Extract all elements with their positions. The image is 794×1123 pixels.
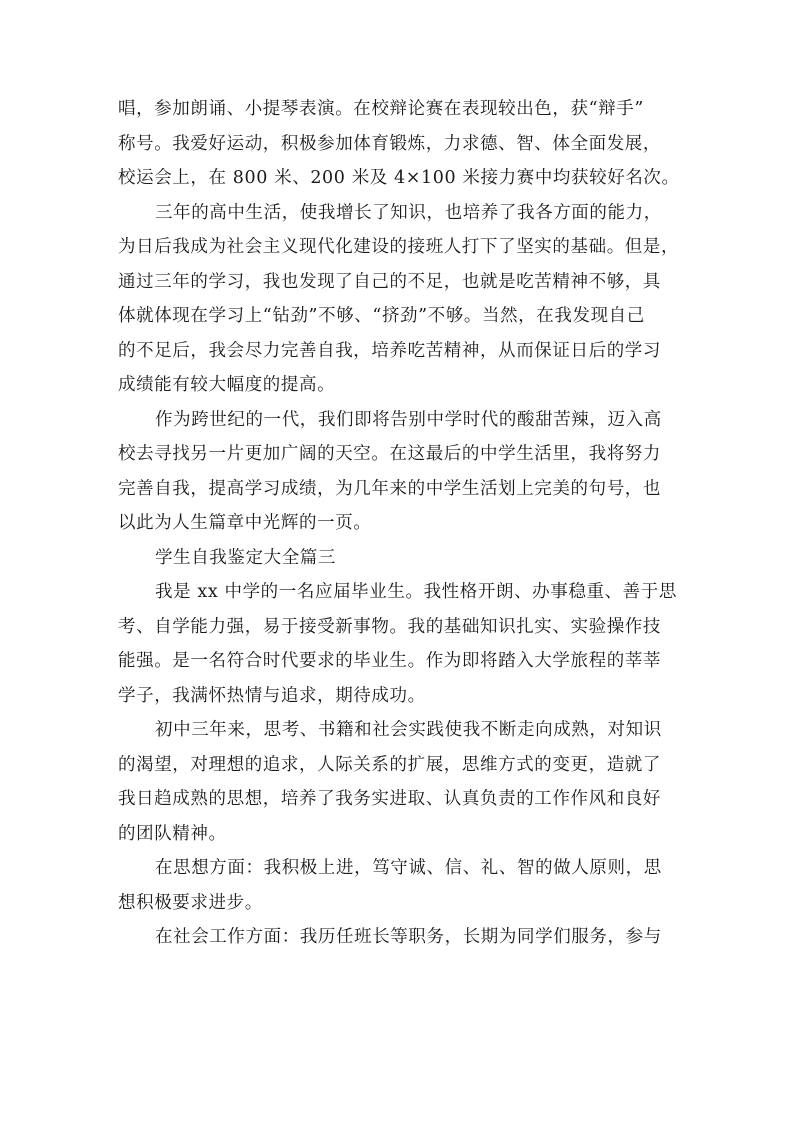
document-body <box>118 92 678 955</box>
text-line: 的不足后，我会尽力完善自我，培养吃苦精神，从而保证日后的学习 <box>118 340 661 361</box>
text-line: 称号。我爱好运动，积极参加体育锻炼，力求德、智、体全面发展， <box>118 133 661 154</box>
text-line: 考、自学能力强，易于接受新事物。我的基础知识扎实、实验操作技 <box>118 616 661 637</box>
text-line: 在思想方面：我积极上进，笃守诚、信、礼、智的做人原则，思 <box>155 858 662 878</box>
text-line: 的团队精神。 <box>118 823 227 844</box>
text-line: 我是 xx 中学的一名应届毕业生。我性格开朗、办事稳重、善于思 <box>155 582 677 602</box>
text-line: 通过三年的学习，我也发现了自己的不足，也就是吃苦精神不够，具 <box>118 271 661 292</box>
text-line: 初中三年来，思考、书籍和社会实践使我不断走向成熟，对知识 <box>155 720 662 740</box>
text-line: 校去寻找另一片更加广阔的天空。在这最后的中学生活里，我将努力 <box>118 444 661 464</box>
text-line: 唱，参加朗诵、小提琴表演。在校辩论赛在表现较出色，获“辩手” <box>118 99 644 119</box>
text-line: 学生自我鉴定大全篇三 <box>155 547 336 568</box>
text-line: 我日趋成熟的思想，培养了我务实进取、认真负责的工作作风和良好 <box>118 789 661 809</box>
text-line: 学子，我满怀热情与追求，期待成功。 <box>118 685 426 706</box>
text-line: 以此为人生篇章中光辉的一页。 <box>118 513 372 533</box>
text-line: 作为跨世纪的一代，我们即将告别中学时代的酸甜苦辣，迈入高 <box>155 409 662 430</box>
text-line: 在社会工作方面：我历任班长等职务，长期为同学们服务，参与 <box>155 927 662 947</box>
text-line: 能强。是一名符合时代要求的毕业生。作为即将踏入大学旅程的莘莘 <box>118 651 661 671</box>
text-line: 为日后我成为社会主义现代化建设的接班人打下了坚实的基础。但是， <box>118 237 680 257</box>
text-line: 完善自我，提高学习成绩，为几年来的中学生活划上完美的句号，也 <box>118 478 661 499</box>
text-line: 成绩能有较大幅度的提高。 <box>118 375 336 395</box>
text-line: 体就体现在学习上“钻劲”不够、“挤劲”不够。当然，在我发现自己 <box>118 306 645 326</box>
text-line: 校运会上，在 800 米、200 米及 4×100 米接力赛中均获较好名次。 <box>118 168 680 188</box>
text-line: 的渴望，对理想的追求，人际关系的扩展，思维方式的变更，造就了 <box>118 754 661 775</box>
text-line: 三年的高中生活，使我增长了知识，也培养了我各方面的能力， <box>155 202 662 223</box>
text-line: 想积极要求进步。 <box>118 892 263 913</box>
